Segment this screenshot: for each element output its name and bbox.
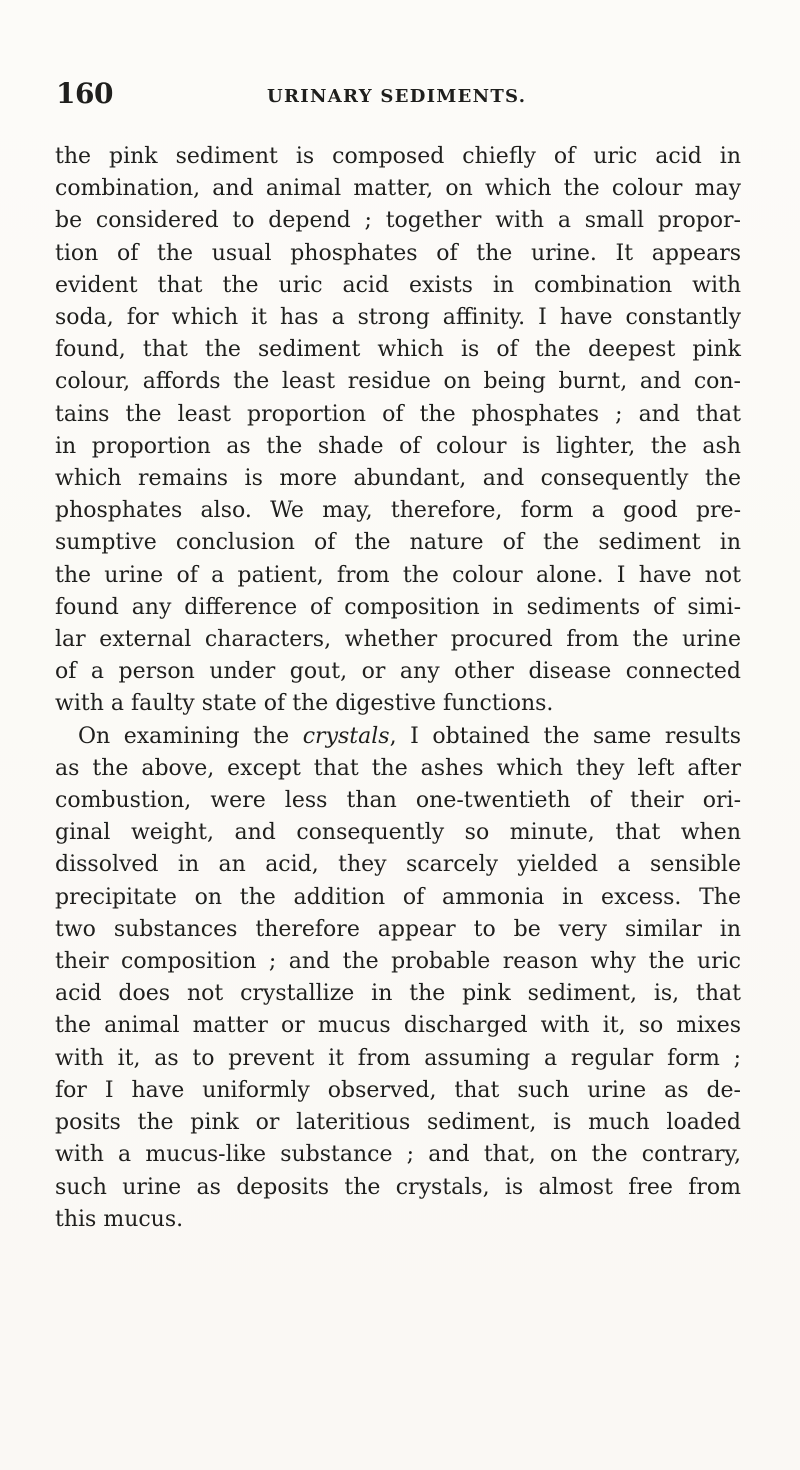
text-line: this mucus. (55, 1206, 184, 1232)
text-line: lar external characters, whether procured from the urine (55, 627, 741, 653)
text-line: ginal weight, and consequently so minute, that when (55, 820, 741, 846)
text-line: the pink sediment is composed chiefly of uric acid in (55, 144, 741, 169)
text-line: as the above, except that the ashes which they left after (55, 755, 741, 781)
italic-term-crystals: crystals (302, 723, 390, 749)
text-line: found any difference of composition in sediments of simi- (55, 594, 741, 620)
text-line: colour, affords the least residue on being burnt, and con- (55, 369, 741, 395)
text-line: found, that the sediment which is of the deepest pink (55, 337, 741, 363)
text-line: with a faulty state of the digestive functions. (55, 691, 554, 717)
opening-text: On examining the (78, 723, 303, 749)
text-line: precipitate on the addition of ammonia in excess. The (55, 884, 741, 910)
paragraph-1 (55, 141, 741, 721)
text-line: sumptive conclusion of the nature of the sediment in (55, 530, 741, 556)
page-number: 160 (56, 77, 113, 110)
text-line: two substances therefore appear to be very similar in (55, 916, 741, 942)
text-line: in proportion as the shade of colour is lighter, the ash (55, 433, 741, 459)
text-line: phosphates also. We may, therefore, form a good pre- (55, 498, 741, 524)
text-line: the urine of a patient, from the colour alone. I have not (55, 562, 741, 588)
text-line: which remains is more abundant, and consequently the (55, 466, 741, 492)
text-line: their composition ; and the probable reason why the uric (55, 949, 741, 975)
text-line: evident that the uric acid exists in combination with (55, 272, 741, 298)
running-title: URINARY SEDIMENTS. (267, 86, 527, 107)
text-line: combustion, were less than one-twentieth of their ori- (55, 788, 741, 814)
paragraph-2 (55, 721, 741, 1236)
text-line: dissolved in an acid, they scarcely yielded a sensible (55, 852, 741, 878)
opening-text-continuation: , I obtained the same results (389, 723, 741, 749)
text-line: tion of the usual phosphates of the urine. It appears (55, 240, 741, 266)
text-line: tains the least proportion of the phosphates ; and that (55, 401, 741, 427)
text-line: such urine as deposits the crystals, is almost free from (55, 1174, 741, 1200)
page-text (55, 141, 741, 1236)
paragraph-opening-line (55, 721, 741, 753)
text-line: with a mucus-like substance ; and that, on the contrary, (55, 1142, 741, 1168)
text-line: of a person under gout, or any other disease connected (55, 659, 741, 685)
text-line: combination, and animal matter, on which the colour may (55, 176, 741, 202)
text-line: posits the pink or lateritious sediment, is much loaded (55, 1110, 741, 1136)
page-header (56, 77, 746, 117)
text-line: the animal matter or mucus discharged with it, so mixes (55, 1013, 741, 1039)
text-line: acid does not crystallize in the pink sediment, is, that (55, 981, 741, 1007)
text-line: soda, for which it has a strong affinity. I have constantly (55, 305, 741, 331)
text-line: be considered to depend ; together with a small propor- (55, 208, 741, 234)
text-line: for I have uniformly observed, that such urine as de- (55, 1077, 741, 1103)
text-line: with it, as to prevent it from assuming a regular form ; (55, 1045, 741, 1071)
